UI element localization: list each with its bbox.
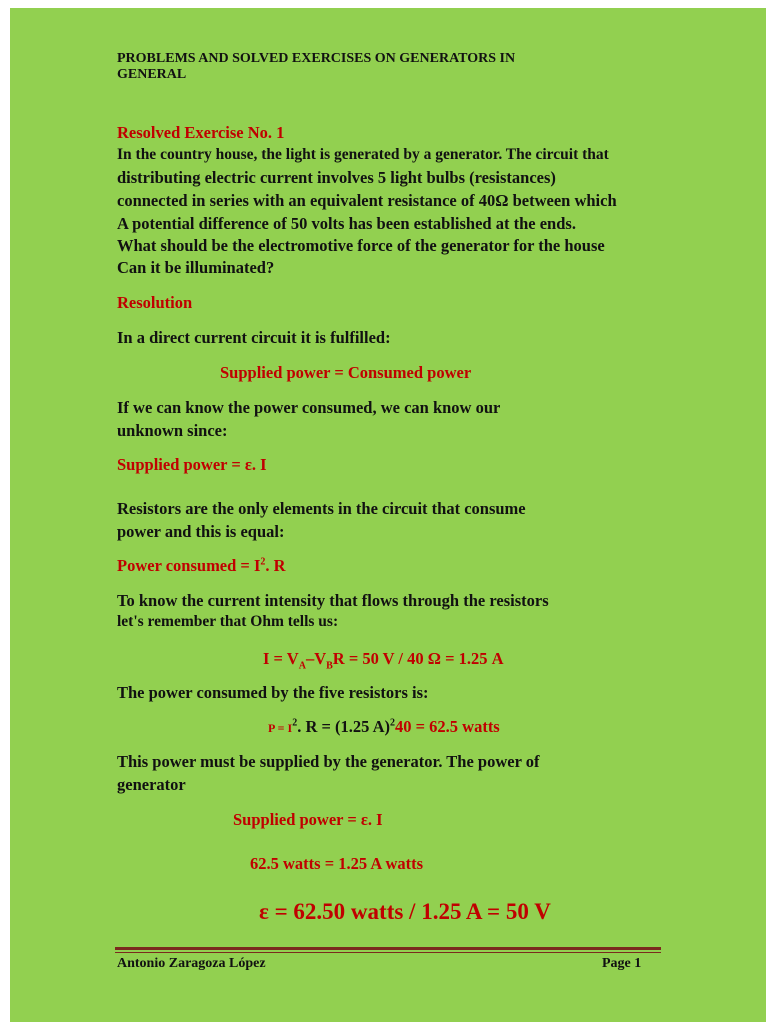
equation-emf-result: ε = 62.50 watts / 1.25 A = 50 V <box>259 899 551 924</box>
statement-line-6: Can it be illuminated? <box>117 258 275 277</box>
footer-page-number: Page 1 <box>602 956 642 971</box>
exercise-title: Resolved Exercise No. 1 <box>117 123 285 142</box>
resolution-heading: Resolution <box>117 293 193 312</box>
resolution-paragraph-2-line-2: unknown since: <box>117 421 228 440</box>
statement-line-1: In the country house, the light is generated by a generator. The circuit that <box>117 146 609 163</box>
equation-ohms-law: $I = V_A-V_BR = 50$ V / 40 Ω = 1.25 A <box>263 649 504 672</box>
equation-supplied-power-2: Supplied power = ε. I <box>233 810 383 829</box>
footer-author: Antonio Zaragoza López <box>117 956 266 971</box>
resolution-paragraph-3-line-1: Resistors are the only elements in the circuit that consume <box>117 499 526 518</box>
statement-line-3: connected in series with an equivalent resistance of 40Ω between which <box>117 191 617 210</box>
equation-watts: 62.5 watts = 1.25 A watts <box>250 854 424 873</box>
document-title-line-1: PROBLEMS AND SOLVED EXERCISES ON GENERATORS IN <box>117 51 516 66</box>
resolution-paragraph-6-line-2: generator <box>117 775 186 794</box>
resolution-paragraph-2-line-1: If we can know the power consumed, we can know our <box>117 398 501 417</box>
resolution-paragraph-4-line-2: let's remember that Ohm tells us: <box>117 613 339 630</box>
statement-line-4: A potential difference of 50 volts has been established at the ends. <box>117 214 576 233</box>
document-page <box>10 8 766 1022</box>
statement-line-2: distributing electric current involves 5 light bulbs (resistances) <box>117 168 556 187</box>
resolution-paragraph-4-line-1: To know the current intensity that flows through the resistors <box>117 591 549 610</box>
equation-power-consumed: Power consumed = $I^2$. R <box>117 556 286 575</box>
footer-rule <box>115 947 661 953</box>
equation-power-value: $P = I^2$. R = (1.25 A)$^2$40 = 62.5 watts <box>268 717 500 736</box>
document-title-line-2: GENERAL <box>117 67 187 82</box>
resolution-paragraph-5: The power consumed by the five resistors is: <box>117 683 429 702</box>
resolution-paragraph-6-line-1: This power must be supplied by the generator. The power of <box>117 752 540 771</box>
statement-line-5: What should be the electromotive force of the generator for the house <box>117 236 605 255</box>
equation-power-balance: Supplied power = Consumed power <box>220 363 472 382</box>
resolution-paragraph-1: In a direct current circuit it is fulfilled: <box>117 328 391 347</box>
resolution-paragraph-3-line-2: power and this is equal: <box>117 522 285 541</box>
equation-supplied-power: Supplied power = ε. I <box>117 455 267 474</box>
